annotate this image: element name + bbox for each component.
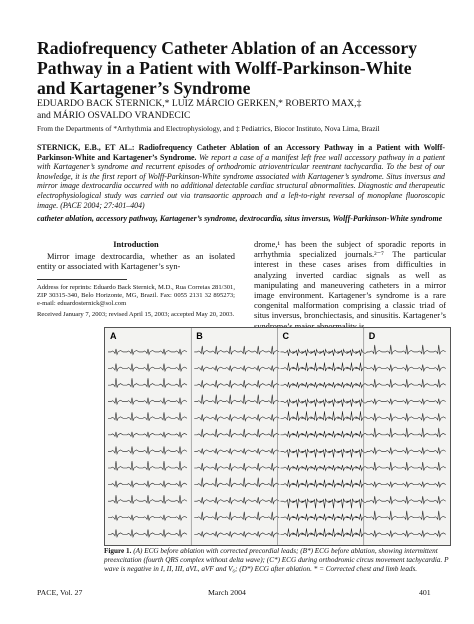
ecg-lead-trace [108, 364, 187, 372]
ecg-lead-trace [194, 346, 279, 355]
figure-caption [104, 547, 449, 573]
ecg-lead-trace [108, 446, 187, 454]
ecg-lead-trace [108, 495, 187, 504]
ecg-lead-trace [367, 447, 446, 454]
ecg-lead-trace [194, 448, 279, 454]
ecg-lead-trace [281, 399, 368, 407]
ecg-lead-trace [367, 496, 446, 504]
ecg-lead-trace [108, 378, 187, 388]
ecg-lead-trace [108, 349, 187, 355]
article-title: Radiofrequency Catheter Ablation of an Accessory Pathway in a Patient with Wolff-Parkinson-White and Kartagener’s Syndrome [37, 38, 418, 98]
ecg-lead-trace [108, 412, 187, 421]
ecg-lead-trace [194, 429, 279, 438]
abstract [37, 143, 445, 210]
ecg-lead-trace [194, 531, 279, 537]
ecg-lead-trace [281, 480, 368, 488]
keywords: catheter ablation, accessory pathway, Kartagener’s syndrome, dextrocardia, situs inversus, Wolff-Parkinson-White syndrome [37, 214, 443, 223]
ecg-lead-trace [367, 345, 446, 355]
ecg-lead-trace [281, 363, 368, 372]
ecg-tracings-image [105, 328, 450, 545]
ecg-lead-trace [281, 528, 368, 537]
panel-label-d: D [368, 331, 376, 341]
abstract-body: We report a case of a manifest left free wall accessory pathway in a patient with Kartagener’s syndrome and recurrent episodes of orthodromic atrioventricular reentrant tachycardia. To the best of our knowledge, it is the first report of Wolff-Parkinson-White syndrome associated with Kartagener’s syndrome. Situs inversus and mirror image dextrocardia occurred with no additional detectable cardiac structural abnormalities. Diagnostic and therapeutic electrophysiological study was carried out via transaortic approach and a left-to-right reversal of monoplane fluoroscopic image. (PACE 2004; 27:401–404) [37, 152, 445, 210]
caption-text: (A) ECG before ablation with corrected precordial leads; (B*) ECG before ablation, showing intermittent preexcitation (fourth QRS complex without delta wave); (C*) ECG during orthodromic circus movement tachycardia. P wave is negative in I, II, III, aVL, aVF and V₆; (D*) ECG after ablation. * = Corrected chest and limb leads. [104, 547, 449, 573]
panel-label-a: A [110, 331, 117, 341]
ecg-lead-trace [281, 431, 368, 438]
affiliation: From the Departments of *Arrhythmia and Electrophysiology, and ‡ Pediatrics, Biocor Instituto, Nova Lima, Brazil [37, 124, 380, 133]
ecg-lead-trace [281, 449, 368, 458]
ecg-lead-trace [108, 481, 187, 488]
footer-date: March 2004 [208, 588, 246, 597]
ecg-lead-trace [281, 349, 368, 356]
ecg-lead-trace [367, 511, 446, 521]
ecg-lead-trace [367, 399, 446, 405]
ecg-lead-trace [194, 497, 279, 504]
ecg-lead-trace [281, 514, 368, 521]
ecg-lead-trace [281, 411, 368, 421]
ecg-lead-trace [194, 395, 279, 405]
ecg-lead-trace [108, 432, 187, 438]
panel-label-b: B [196, 331, 203, 341]
section-heading: Introduction [113, 240, 159, 249]
ecg-lead-trace [281, 499, 368, 509]
caption-label: Figure 1. [104, 547, 132, 555]
ecg-lead-trace [367, 462, 446, 471]
received-dates-footnote: Received January 7, 2003; revised April 15, 2003; accepted May 20, 2003. [37, 310, 235, 318]
ecg-figure [104, 327, 451, 546]
footer-page-number: 401 [419, 588, 431, 597]
panel-label-c: C [282, 331, 289, 341]
ecg-lead-trace [108, 515, 187, 521]
ecg-lead-trace [367, 379, 446, 388]
left-column [37, 240, 235, 322]
ecg-lead-trace [367, 413, 446, 421]
ecg-lead-trace [281, 465, 368, 471]
footer-journal: PACE, Vol. 27 [37, 588, 83, 597]
ecg-lead-trace [194, 463, 279, 471]
footnote-divider [37, 279, 127, 280]
ecg-lead-trace [194, 512, 279, 521]
ecg-lead-trace [194, 366, 279, 372]
intro-paragraph: Mirror image dextrocardia, whether as an isolated entity or associated with Kartagener’s syn- [37, 252, 235, 272]
ecg-lead-trace [367, 365, 446, 372]
abstract-lead: STERNICK, E.B., ET AL.: Radiofrequency Catheter Ablation of an Accessory Pathway in a Patient with Wolff-Parkinson-White and Kartagener’s Syndrome. [37, 143, 445, 162]
ecg-lead-trace [108, 461, 187, 471]
right-column: drome,¹ has been the subject of sporadic reports in arrhythmia specialized journals.²⁻⁷ The particular interest in these cases arises from difficulties in analyzing inverted cardiac signals as well as manipulating and maneuvering catheters in a mirror image environment. Kartagener’s syndrome is a rare congenital malformation comprising a classic triad of situs inversus, bronchiectasis, and sinusitis. Kartagener’s [254, 240, 446, 321]
ecg-lead-trace [281, 382, 368, 388]
ecg-lead-trace [367, 530, 446, 537]
ecg-lead-trace [194, 380, 279, 388]
ecg-lead-trace [367, 482, 446, 488]
ecg-lead-trace [194, 478, 279, 488]
ecg-lead-trace [108, 529, 187, 537]
ecg-lead-trace [108, 398, 187, 405]
reprint-address-footnote: Address for reprints: Eduardo Back Sternick, M.D., Rua Correias 281/301, ZIP 30315-340, Belo Horizonte, MG, Brazil. Fax: 0055 2131 32 895273; e-mail: eduardosternick@sol.com [37, 283, 235, 307]
authors-line-1: EDUARDO BACK STERNICK,* LUIZ MÁRCIO GERKEN,* ROBERTO MAX,‡ [37, 98, 362, 109]
author-list [37, 98, 447, 121]
ecg-lead-trace [367, 428, 446, 438]
authors-line-2: and MÁRIO OSVALDO VRANDECIC [37, 109, 191, 121]
ecg-lead-trace [194, 414, 279, 421]
